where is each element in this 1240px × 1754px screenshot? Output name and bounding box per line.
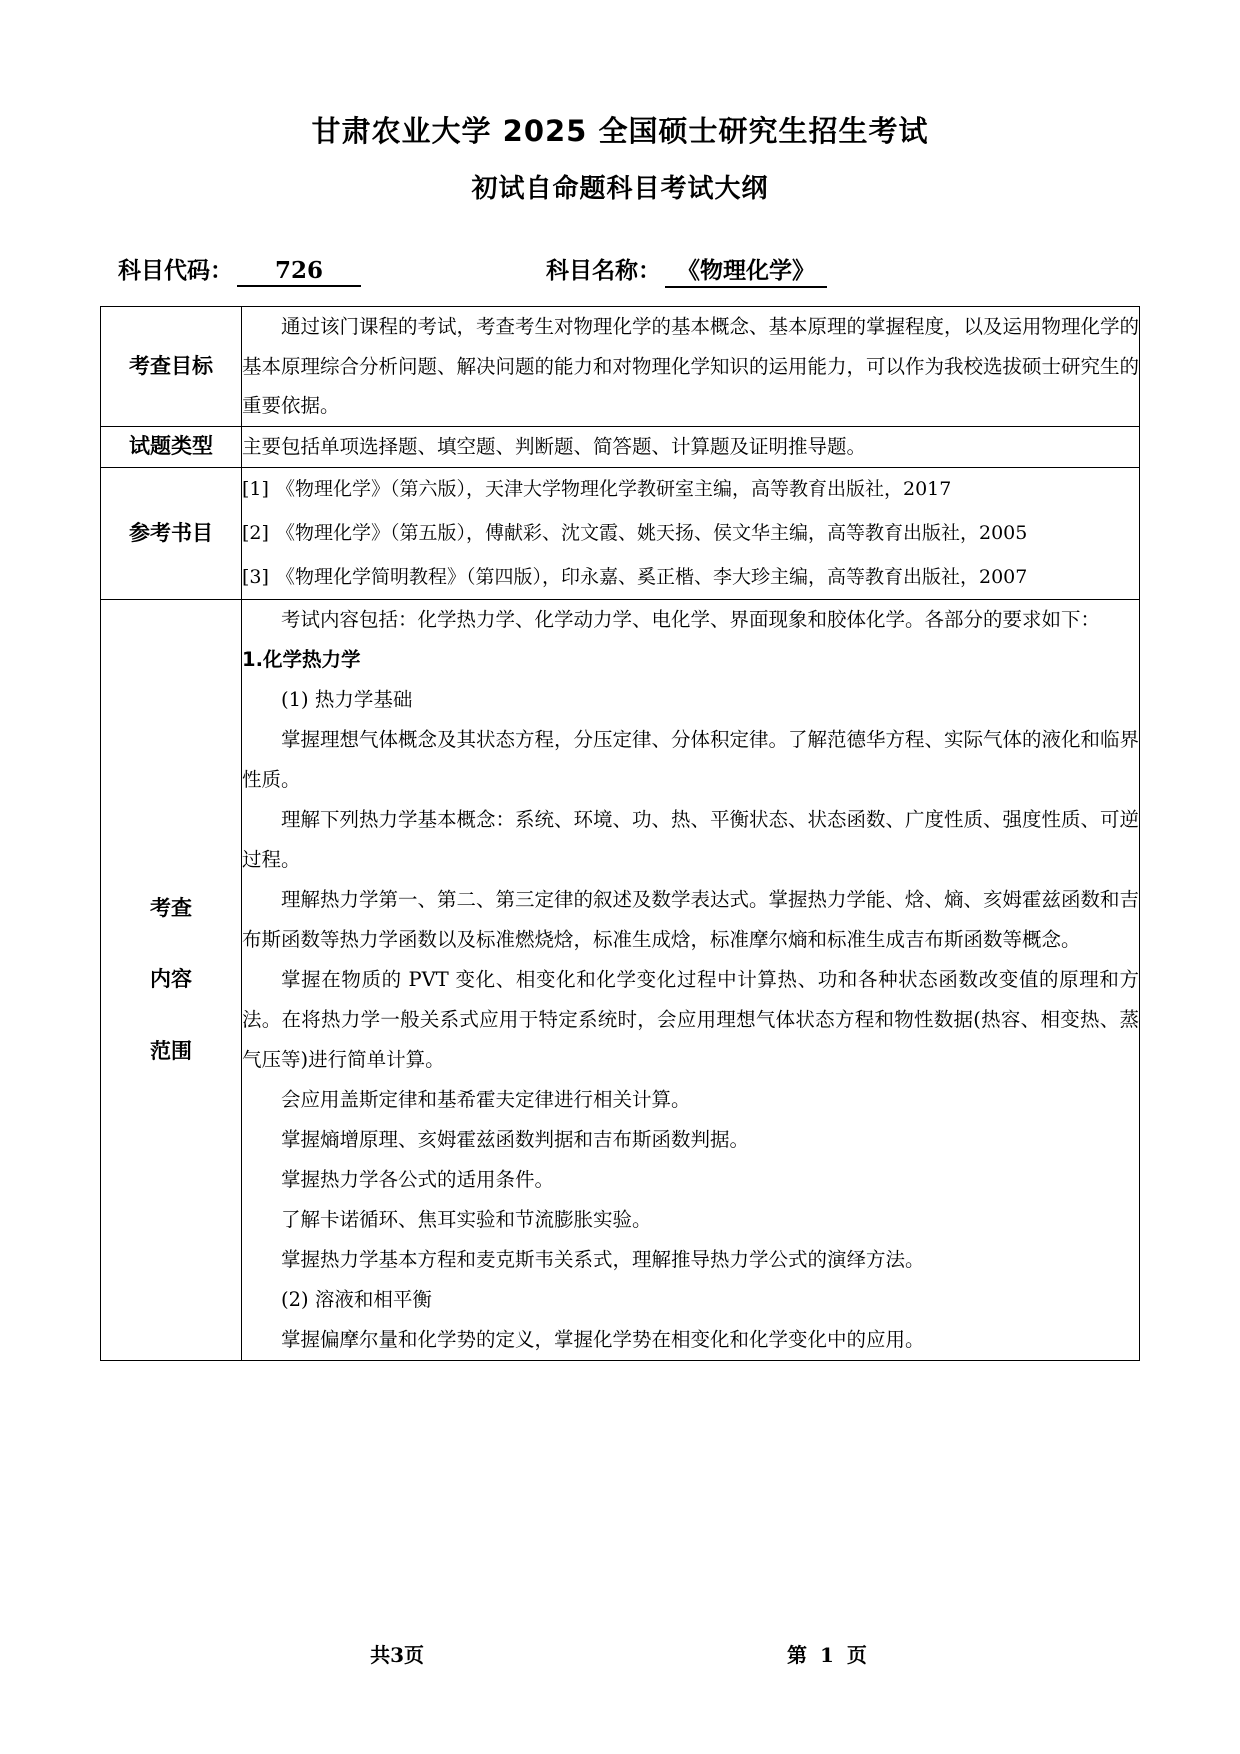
row-label-scope	[101, 600, 242, 1360]
subject-info-row	[0, 252, 1240, 288]
scope-paragraph: 考试内容包括：化学热力学、化学动力学、电化学、界面现象和胶体化学。各部分的要求如下：	[281, 608, 1101, 632]
row-content-refs	[242, 468, 1140, 600]
scope-paragraph: 掌握偏摩尔量和化学势的定义，掌握化学势在相变化和化学变化中的应用。	[281, 1327, 925, 1351]
reference-text: 《物理化学》（第五版），傅献彩、沈文霞、姚天扬、侯文华主编，高等教育出版社，2005	[276, 522, 1028, 545]
page-prefix: 第	[787, 1643, 808, 1667]
reference-item	[242, 556, 1139, 600]
table-row-scope	[101, 600, 1140, 1360]
scope-paragraph: (1) 热力学基础	[281, 688, 413, 712]
subject-name-label: 科目名称：	[546, 256, 661, 284]
table-row-refs	[101, 468, 1140, 600]
reference-item	[242, 468, 1139, 512]
scope-paragraph: 会应用盖斯定律和基希霍夫定律进行相关计算。	[281, 1088, 691, 1112]
subject-name-value: 《物理化学》	[665, 252, 827, 288]
reference-text: 《物理化学》（第六版），天津大学物理化学教研室主编，高等教育出版社，2017	[276, 478, 952, 501]
reference-index: [1]	[242, 478, 269, 501]
subject-code-group	[118, 252, 361, 287]
subject-code-label: 科目代码：	[118, 256, 233, 284]
page-footer	[0, 1639, 1240, 1668]
table-row-goal	[101, 306, 1140, 427]
reference-index: [2]	[242, 522, 269, 545]
scope-label-line1: 考查	[150, 896, 192, 921]
scope-paragraph: 掌握理想气体概念及其状态方程，分压定律、分体积定律。了解范德华方程、实际气体的液化和临界性质。	[242, 728, 1140, 792]
reference-item	[242, 512, 1139, 556]
scope-heading: 1.化学热力学	[242, 648, 361, 672]
subject-name-group	[546, 252, 827, 288]
reference-text: 《物理化学简明教程》（第四版），印永嘉、奚正楷、李大珍主编，高等教育出版社，2007	[276, 565, 1028, 588]
scope-paragraph: (2) 溶液和相平衡	[281, 1287, 432, 1311]
scope-paragraph: 掌握熵增原理、亥姆霍兹函数判据和吉布斯函数判据。	[281, 1128, 750, 1152]
title-block	[0, 0, 1240, 208]
row-label-goal: 考查目标	[101, 306, 242, 427]
scope-paragraph: 掌握在物质的 PVT 变化、相变化和化学变化过程中计算热、功和各种状态函数改变值的原理和方法。在将热力学一般关系式应用于特定系统时，会应用理想气体状态方程和物性数据(热容、相变热、蒸气压等)进行简单计算。	[242, 968, 1139, 1072]
type-text: 主要包括单项选择题、填空题、判断题、简答题、计算题及证明推导题。	[242, 435, 867, 459]
row-label-type: 试题类型	[101, 427, 242, 468]
scope-paragraph: 理解下列热力学基本概念：系统、环境、功、热、平衡状态、状态函数、广度性质、强度性质、可逆过程。	[242, 808, 1140, 872]
scope-paragraph: 理解热力学第一、第二、第三定律的叙述及数学表达式。掌握热力学能、焓、熵、亥姆霍兹函数和吉布斯函数等热力学函数以及标准燃烧焓，标准生成焓，标准摩尔熵和标准生成吉布斯函数等概念。	[242, 888, 1140, 952]
page-number-group	[784, 1639, 870, 1668]
row-content-type	[242, 427, 1140, 468]
syllabus-table	[100, 306, 1140, 1361]
scope-paragraph: 掌握热力学基本方程和麦克斯韦关系式，理解推导热力学公式的演绎方法。	[281, 1247, 925, 1271]
goal-text: 通过该门课程的考试，考查考生对物理化学的基本概念、基本原理的掌握程度，以及运用物理化学的基本原理综合分析问题、解决问题的能力和对物理化学知识的运用能力，可以作为我校选拔硕士研究生的重要依据。	[242, 314, 1140, 418]
page-suffix: 页	[846, 1643, 867, 1667]
subject-code-value: 726	[237, 257, 361, 287]
row-content-goal	[242, 306, 1140, 427]
row-content-scope	[242, 600, 1140, 1360]
total-pages: 共3页	[370, 1643, 425, 1667]
scope-paragraph: 了解卡诺循环、焦耳实验和节流膨胀实验。	[281, 1208, 652, 1231]
reference-index: [3]	[242, 565, 269, 588]
row-label-refs: 参考书目	[101, 468, 242, 600]
scope-paragraph: 掌握热力学各公式的适用条件。	[281, 1168, 555, 1192]
page-title-line2: 初试自命题科目考试大纲	[471, 174, 769, 205]
scope-label-line2: 内容	[150, 967, 192, 992]
scope-label-line3: 范围	[150, 1038, 192, 1063]
page-title-line1: 甘肃农业大学 2025 全国硕士研究生招生考试	[311, 114, 929, 148]
table-row-type	[101, 427, 1140, 468]
page-number: 1	[820, 1643, 834, 1667]
